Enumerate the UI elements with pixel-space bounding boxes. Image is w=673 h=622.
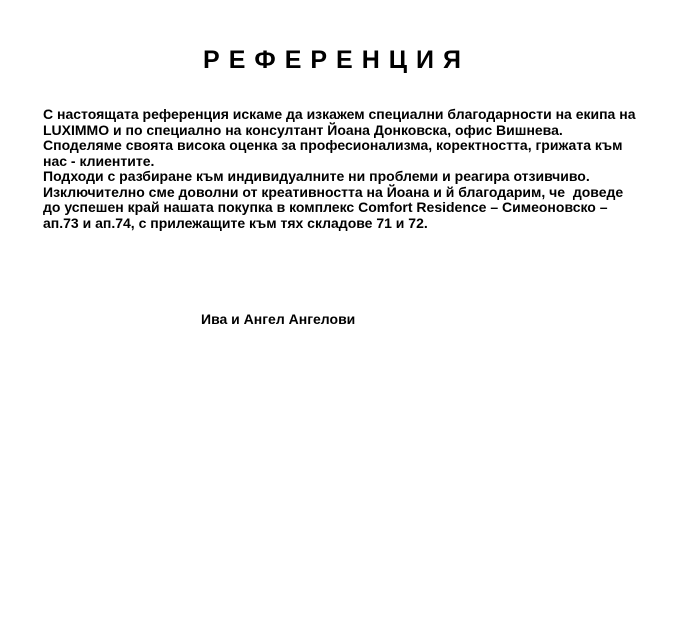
letter-line: LUXIMMO и по специално на консултант Йоана Донковска, офис Вишнева. [43,121,563,138]
letter-line: ап.73 и ап.74, с прилежащите към тях складове 71 и 72. [43,214,428,231]
document-title: РЕФЕРЕНЦИЯ [203,46,470,74]
letter-line: Споделяме своята висока оценка за професионализма, коректността, грижата към [43,137,623,153]
letter-line: нас - клиентите. [43,152,155,169]
letter-line: Подходи с разбиране към индивидуалните ни проблеми и реагира отзивчиво. [43,168,590,184]
letter-body [43,107,668,231]
letter-line: С настоящата референция искаме да изкажем специални благодарности на екипа на [43,106,636,122]
letter-line: Изключително сме доволни от креативността на Йоана и й благодарим, че доведе [43,183,624,200]
letter-line: до успешен край нашата покупка в комплекс Comfort Residence – Симеоновско – [43,199,608,215]
signature: Ива и Ангел Ангелови [201,311,356,327]
